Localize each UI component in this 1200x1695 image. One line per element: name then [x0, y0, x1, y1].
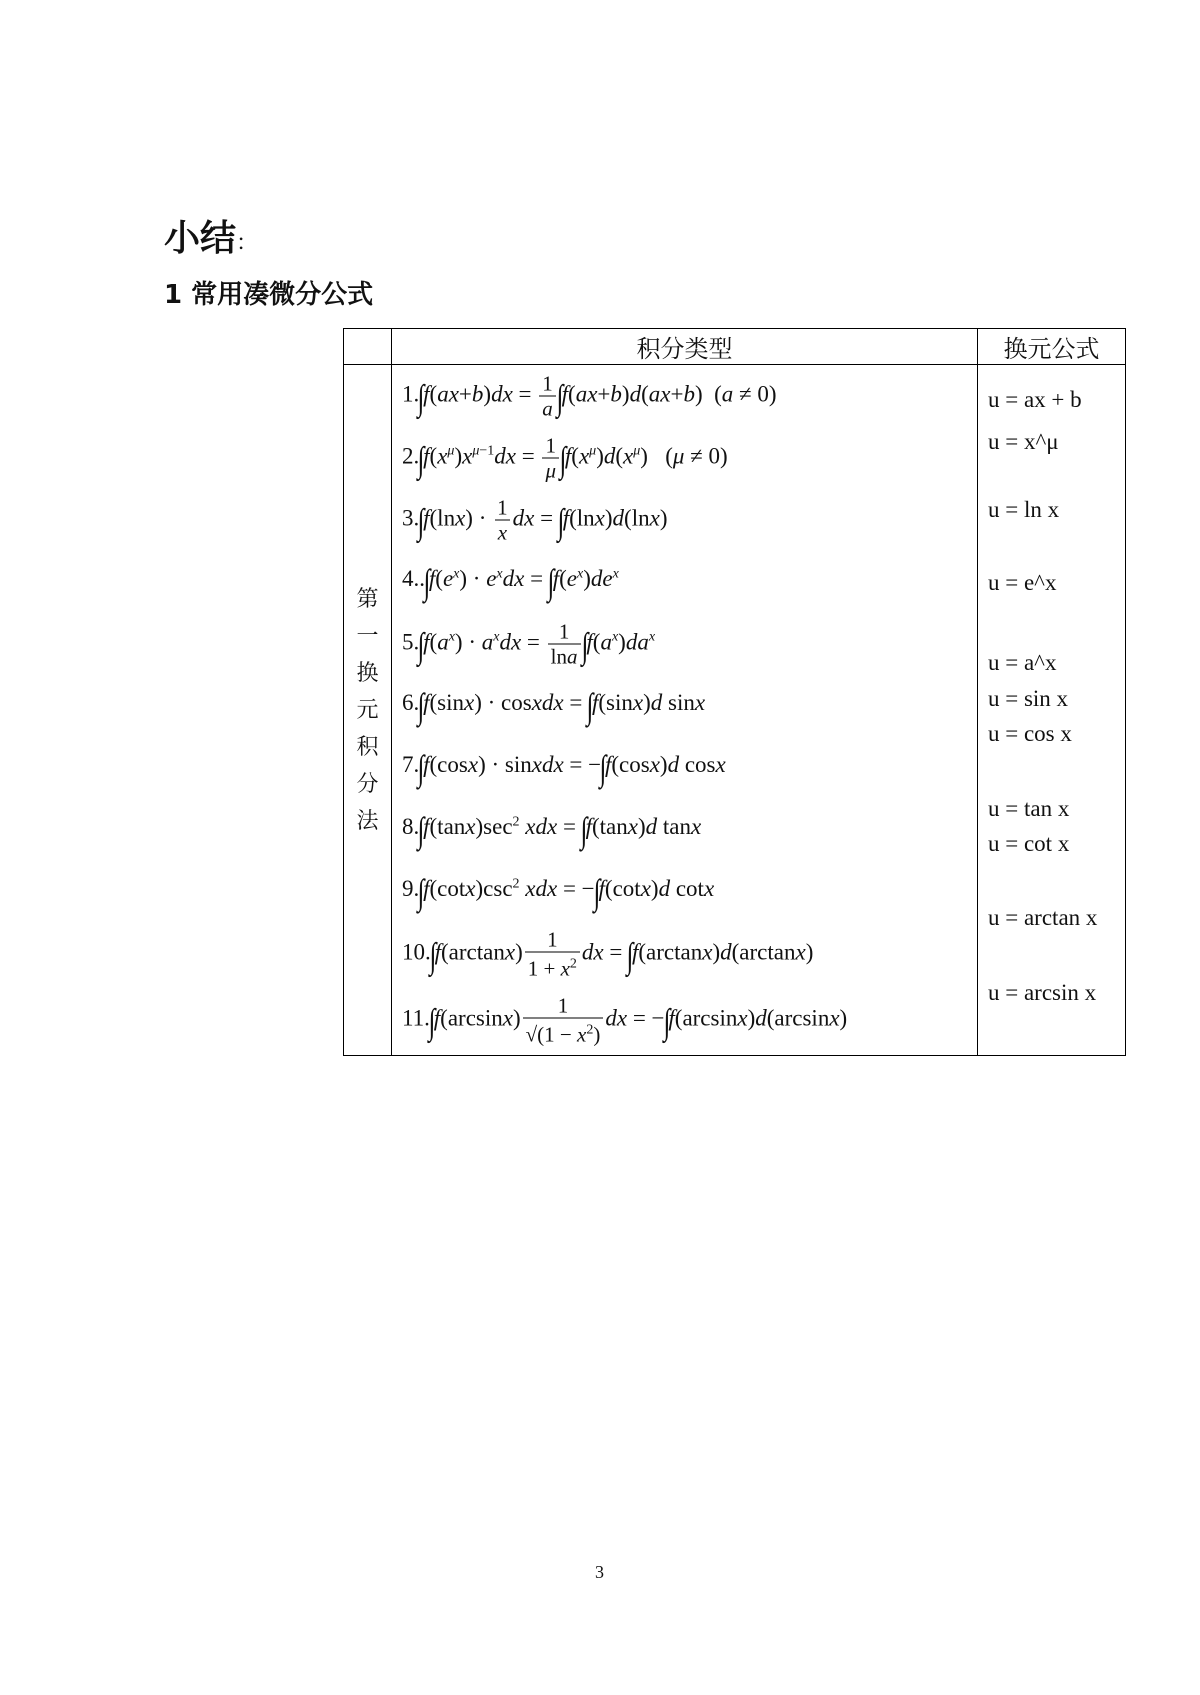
formula-5: $5.\int f(a^x) \cdot a^xdx$ = $\frac{1}{\ln a}$ $\int f(a^x)da^x$ [402, 619, 656, 669]
method-char: 法 [356, 808, 379, 834]
formula-8: $8.\int f(\tan x)\sec^2$ xdx = ∫f(tanx)d tanx [402, 810, 702, 850]
header-integral-type: 积分类型 [392, 329, 978, 365]
header-substitution: 换元公式 [978, 329, 1126, 365]
formula-table [343, 328, 1126, 1056]
substitution-9: u = cot x [988, 831, 1070, 856]
formula-3: 3.∫f(lnx) · $\frac{1}{x}$ dx = ∫f(lnx)d(lnx) [402, 495, 668, 545]
method-char: 分 [356, 771, 379, 797]
method-char: 元 [356, 697, 379, 723]
substitution-7: u = cos x [988, 721, 1072, 746]
section-title-text: 小结 [164, 218, 237, 259]
formula-6: 6.∫f(sinx) · cosxdx = ∫f(sinx)d sinx [402, 686, 706, 726]
formula-1: 1.∫f(ax+b)dx = $\frac{1}{a}$ ∫f(ax+b)d(ax+b) (a ≠ 0) [402, 371, 777, 421]
substitution-3: u = ln x [988, 497, 1060, 522]
substitution-6: u = sin x [988, 686, 1069, 711]
substitution-11: u = arcsin x [988, 980, 1097, 1005]
header-method [344, 329, 392, 365]
substitution-1: u = ax + b [988, 387, 1082, 412]
substitution-5: u = a^x [988, 650, 1057, 675]
substitution-8: u = tan x [988, 796, 1070, 821]
subsection-title: 1 常用凑微分公式 [164, 280, 374, 310]
formula-10: 10.∫f(arctanx) $\frac{1}{1 + x^2}$ dx = ∫f(arctanx)d(arctanx) [402, 927, 814, 981]
section-title [164, 210, 258, 261]
method-char: 积 [356, 734, 379, 760]
formula-2: $2.\int f(x^\mu)x^{\mu-1}dx$ = $\frac{1}{\mu}$ $\int f(x^\mu)d(x^\mu) (\mu \ne 0)$ [402, 433, 728, 483]
formula-9: $9.\int f(\cot x)\csc^2$ xdx = −∫f(cotx)d cotx [402, 872, 715, 912]
table-body-row [344, 365, 1126, 1056]
page-number: 3 [595, 1562, 604, 1582]
formula-4: $4..\int f(e^x) \cdot e^xdx = \int f(e^x)de^x$ [402, 562, 619, 602]
section-title-colon: ： [236, 231, 259, 256]
method-char: 第 [356, 586, 379, 612]
substitution-10: u = arctan x [988, 905, 1098, 930]
method-char: 一 [356, 623, 379, 649]
method-cell [344, 365, 392, 1056]
formulas-cell [392, 365, 978, 1056]
substitutions-cell [978, 365, 1126, 1056]
method-char: 换 [356, 660, 379, 686]
formula-7: 7.∫f(cosx) · sinxdx = −∫f(cosx)d cosx [402, 748, 726, 788]
table-header-row [344, 329, 1126, 365]
substitution-4: u = e^x [988, 570, 1057, 595]
substitution-2: u = x^μ [988, 429, 1059, 454]
formula-11: 11.∫f(arcsinx) $\frac{1}{√(1 - x^2)}$ dx = −∫f(arcsinx)d(arcsinx) [402, 993, 848, 1047]
